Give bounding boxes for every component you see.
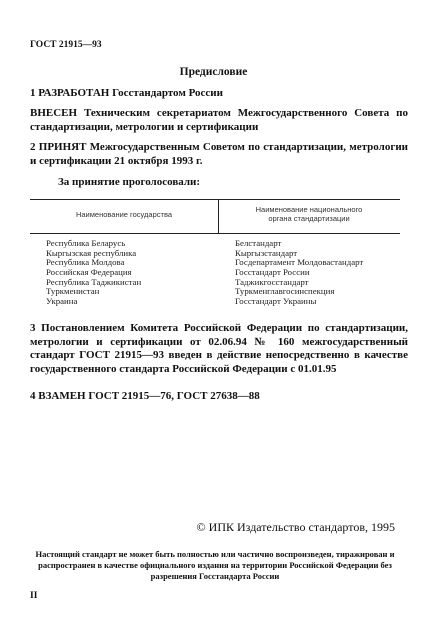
table-cell-state: Республика Молдова [46, 257, 125, 268]
body-column [235, 239, 363, 307]
page-number: II [30, 591, 38, 601]
state-column [46, 239, 141, 307]
table-cell-state: Туркменистан [46, 286, 100, 297]
document-id: ГОСТ 21915—93 [30, 40, 102, 50]
resolution-paragraph: 3 Постановлением Комитета Российской Федерации по стандартизации, метрологии и сертификации от 02.06.94 № 160 межгосударственный стандарт ГОСТ 21915—93 введен в действие непосредственно в качестве государственного стандарта Российской Федерации с 01.01.95 [30, 322, 408, 375]
header-state: Наименование государства [75, 210, 173, 219]
table-cell-body: Кыргызстандарт [235, 247, 298, 258]
table-cell-body: Госдепартамент Молдовастандарт [235, 257, 364, 268]
table-cell-body: Таджикгосстандарт [235, 276, 309, 287]
developed-paragraph: 1 РАЗРАБОТАН Госстандартом России [30, 87, 223, 99]
table-cell-body: Туркменглавгосинспекция [235, 286, 335, 297]
table-cell-body: Госстандарт России [235, 267, 310, 278]
table-cell-state: Республика Беларусь [46, 238, 126, 248]
table-cell-state: Кыргызская республика [46, 247, 137, 258]
table-cell-body: Белстандарт [235, 238, 282, 248]
table-cell-state: Российская Федерация [46, 267, 132, 278]
copyright-line: © ИПК Издательство стандартов, 1995 [196, 520, 395, 534]
header-body-line1: Наименование национального [255, 205, 363, 214]
reproduction-notice: Настоящий стандарт не может быть полностью или частично воспроизведен, тиражирован и распространен в качестве официального издания на территории Российской Федерации без разрешения Госстандарта России [35, 549, 395, 581]
header-body [218, 205, 400, 223]
table-cell-body: Госстандарт Украины [235, 296, 317, 307]
table-cell-state: Украина [46, 296, 78, 307]
introduced-paragraph: ВНЕСЕН Техническим секретариатом Межгосударственного Совета по стандартизации, метрологии и сертификации [30, 107, 408, 133]
table-top-rule [30, 199, 400, 200]
voted-label: За принятие проголосовали: [58, 176, 201, 188]
adopted-paragraph: 2 ПРИНЯТ Межгосударственным Советом по стандартизации, метрологии и сертификации 21 октября 1993 г. [30, 141, 408, 167]
table-cell-state: Республика Таджикистан [46, 276, 142, 287]
section-title: Предисловие [179, 66, 248, 78]
replaces-paragraph: 4 ВЗАМЕН ГОСТ 21915—76, ГОСТ 27638—88 [30, 390, 260, 402]
header-body-line2: органа стандартизации [268, 214, 350, 223]
table-header-rule [30, 233, 400, 234]
